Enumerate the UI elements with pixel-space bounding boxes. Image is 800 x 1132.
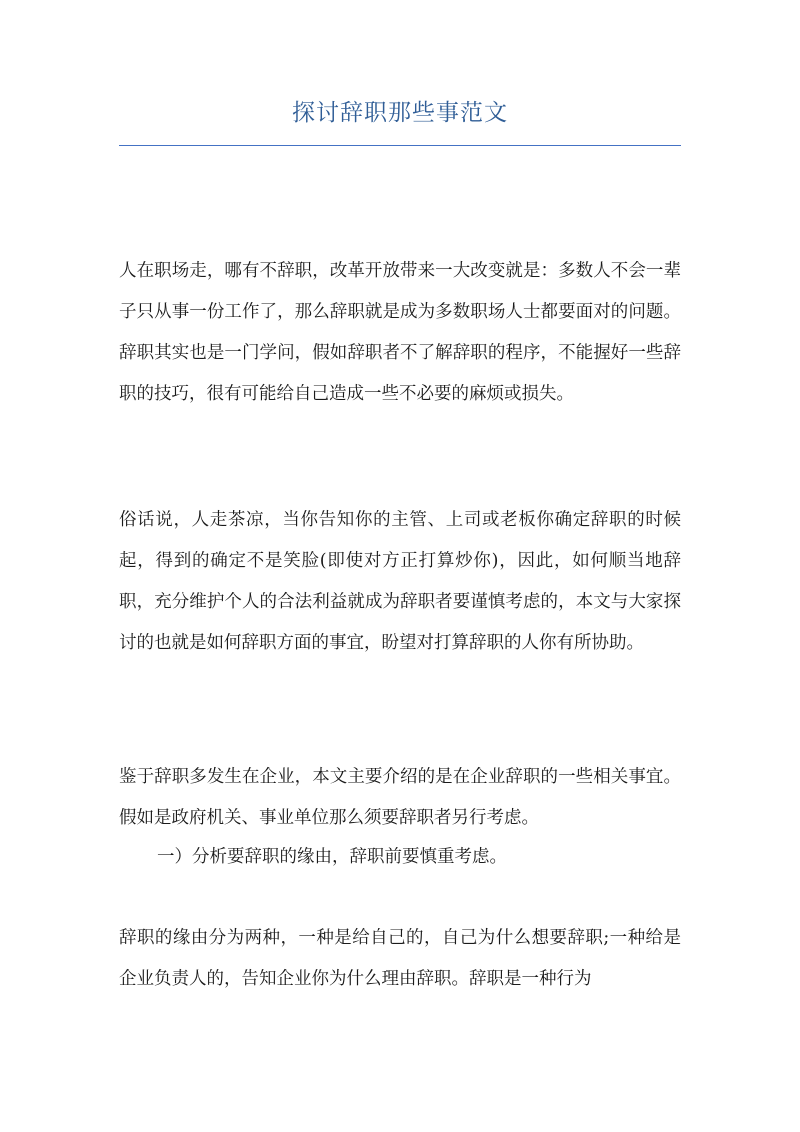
document-title: 探讨辞职那些事范文 [292,100,508,126]
paragraph-3: 鉴于辞职多发生在企业，本文主要介绍的是在企业辞职的一些相关事宜。假如是政府机关、事业单位那么须要辞职者另行考虑。 [119,767,681,828]
section-heading: 一）分析要辞职的缘由，辞职前要慎重考虑。 [157,847,507,867]
title-underline [119,145,681,146]
paragraph-1: 人在职场走，哪有不辞职，改革开放带来一大改变就是：多数人不会一辈子只从事一份工作了，那么辞职就是成为多数职场人士都要面对的问题。辞职其实也是一门学问，假如辞职者不了解辞职的程序，不能握好一些辞职的技巧，很有可能给自己造成一些不必要的麻烦或损失。 [119,261,681,404]
paragraph-2: 俗话说，人走茶凉，当你告知你的主管、上司或老板你确定辞职的时候起，得到的确定不是笑脸(即使对方正打算炒你)，因此，如何顺当地辞职，充分维护个人的合法利益就成为辞职者要谨慎考虑的，本文与大家探讨的也就是如何辞职方面的事宜，盼望对打算辞职的人你有所协助。 [119,510,681,653]
paragraph-4: 辞职的缘由分为两种，一种是给自己的，自己为什么想要辞职;一种给是企业负责人的，告知企业你为什么理由辞职。辞职是一种行为 [119,928,681,989]
